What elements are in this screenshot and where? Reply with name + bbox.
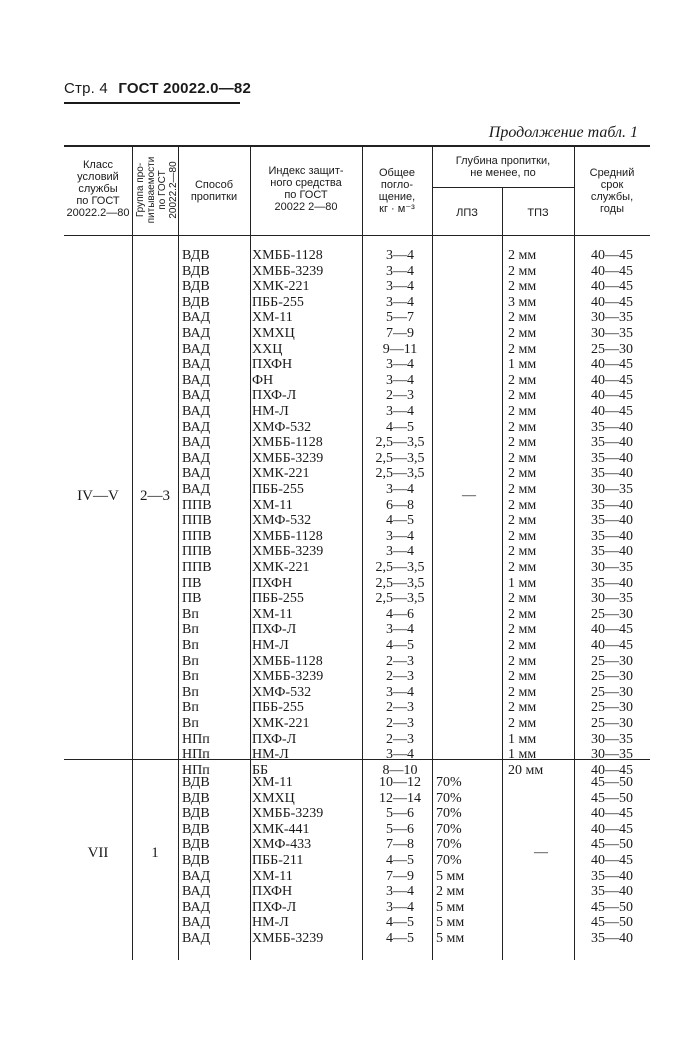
cell-service-life: 35—40 <box>591 884 633 900</box>
cell-method: Вп <box>182 622 199 638</box>
group1-permeability: 2—3 <box>140 488 170 504</box>
cell-protective-agent-index: ХМББ-1128 <box>252 653 323 669</box>
cell-protective-agent-index: ХМББ-1128 <box>252 435 323 451</box>
cell-absorption: 4—5 <box>386 931 414 946</box>
table-row <box>64 732 650 747</box>
cell-absorption: 6—8 <box>386 497 414 513</box>
table-row <box>64 884 650 899</box>
cell-method: ВАД <box>182 326 211 341</box>
table-row <box>64 576 650 591</box>
cell-method: ВДВ <box>182 248 210 263</box>
cell-method: ВАД <box>182 419 211 435</box>
cell-method: Вп <box>182 606 199 622</box>
cell-protective-agent-index: ХМББ-3239 <box>252 263 324 279</box>
cell-method: ВДВ <box>182 279 210 295</box>
cell-service-life: 40—45 <box>591 853 633 868</box>
cell-depth-lpz: 70% <box>436 790 462 806</box>
cell-method: ВДВ <box>182 821 210 837</box>
cell-method: ППВ <box>182 497 212 513</box>
cell-service-life: 30—35 <box>591 560 633 575</box>
table-row <box>64 915 650 930</box>
cell-protective-agent-index: ХМ-11 <box>252 497 293 513</box>
cell-protective-agent-index: ПХФН <box>252 575 293 591</box>
cell-protective-agent-index: ХМФ-532 <box>252 419 312 435</box>
cell-service-life: 25—30 <box>591 669 633 685</box>
table-row <box>64 931 650 946</box>
cell-absorption: 3—4 <box>386 482 414 497</box>
cell-absorption: 2—3 <box>386 731 414 747</box>
cell-service-life: 40—45 <box>591 638 633 653</box>
table-row <box>64 388 650 403</box>
cell-service-life: 40—45 <box>591 762 633 778</box>
cell-absorption: 2,5—3,5 <box>375 466 425 482</box>
table-row <box>64 775 650 790</box>
cell-protective-agent-index: ХМББ-3239 <box>252 806 324 822</box>
cell-absorption: 2—3 <box>386 388 414 404</box>
group2-permeability: 1 <box>151 845 159 861</box>
cell-protective-agent-index: ПББ-255 <box>252 482 304 497</box>
cell-method: ВДВ <box>182 263 210 279</box>
cell-method: НПп <box>182 747 210 763</box>
page-header <box>64 80 251 97</box>
cell-depth-tpz: 1 мм <box>508 575 537 591</box>
depth-subheader-border <box>432 187 574 188</box>
cell-depth-tpz: 2 мм <box>508 435 537 451</box>
cell-service-life: 25—30 <box>591 606 633 622</box>
cell-depth-tpz: 2 мм <box>508 248 537 263</box>
cell-method: ПВ <box>182 575 202 591</box>
cell-absorption: 2—3 <box>386 700 414 716</box>
cell-method: ППВ <box>182 560 212 575</box>
cell-protective-agent-index: ХМХЦ <box>252 790 295 806</box>
page-number: Стр. 4 <box>64 80 108 97</box>
cell-depth-tpz: 2 мм <box>508 372 537 388</box>
table-row <box>64 420 650 435</box>
table-row <box>64 326 650 341</box>
cell-absorption: 2,5—3,5 <box>375 435 425 451</box>
cell-method: ВДВ <box>182 294 210 310</box>
cell-depth-tpz: 2 мм <box>508 684 537 700</box>
cell-absorption: 5—6 <box>386 806 414 822</box>
cell-absorption: 2,5—3,5 <box>375 450 425 466</box>
cell-method: Вп <box>182 716 199 731</box>
cell-service-life: 35—40 <box>591 513 633 529</box>
table-row <box>64 638 650 653</box>
header-index: Индекс защит- ного средства по ГОСТ 20022 2—80 <box>268 165 344 213</box>
cell-method: ВАД <box>182 357 211 373</box>
cell-method: ВАД <box>182 482 211 497</box>
header-service-life: Средний срок службы, годы <box>589 167 635 215</box>
group2-class: VII <box>87 845 109 861</box>
table-continuation-caption: Продолжение табл. 1 <box>488 124 638 141</box>
cell-method: ВАД <box>182 915 211 931</box>
table-row <box>64 747 650 762</box>
cell-depth-tpz: 2 мм <box>508 513 537 529</box>
header-group-cell <box>132 145 182 235</box>
header-group: Группа про- питываемости по ГОСТ 20022.2—80 <box>135 156 179 224</box>
cell-protective-agent-index: ПХФ-Л <box>252 622 297 638</box>
cell-protective-agent-index: ХМББ-3239 <box>252 669 324 685</box>
cell-service-life: 30—35 <box>591 747 633 763</box>
table-row <box>64 669 650 684</box>
header-bottom-border <box>64 235 650 236</box>
cell-protective-agent-index: НМ-Л <box>252 747 289 763</box>
cell-depth-tpz: 2 мм <box>508 466 537 482</box>
cell-method: ВДВ <box>182 806 210 822</box>
cell-depth-lpz: 70% <box>436 806 462 822</box>
cell-absorption: 7—9 <box>386 326 414 341</box>
table-row <box>64 248 650 263</box>
cell-depth-tpz: 2 мм <box>508 700 537 716</box>
header-rule <box>64 102 240 104</box>
cell-protective-agent-index: ХМ-11 <box>252 310 293 326</box>
table-row <box>64 295 650 310</box>
cell-protective-agent-index: ХМББ-3239 <box>252 544 324 560</box>
cell-protective-agent-index: ПББ-255 <box>252 294 304 310</box>
header-absorption: Общее погло- щение, кг · м⁻³ <box>378 167 416 215</box>
cell-depth-tpz: 2 мм <box>508 341 537 357</box>
cell-depth-tpz: 2 мм <box>508 544 537 560</box>
cell-absorption: 2—3 <box>386 653 414 669</box>
table-row <box>64 822 650 837</box>
table-row <box>64 529 650 544</box>
table-row <box>64 279 650 294</box>
cell-service-life: 40—45 <box>591 404 633 419</box>
cell-protective-agent-index: ХМ-11 <box>252 606 293 622</box>
cell-method: Вп <box>182 684 199 700</box>
cell-absorption: 7—8 <box>386 837 414 853</box>
cell-absorption: 3—4 <box>386 294 414 310</box>
cell-absorption: 3—4 <box>386 747 414 763</box>
cell-method: ВАД <box>182 341 211 357</box>
cell-service-life: 45—50 <box>591 837 633 853</box>
table-row <box>64 791 650 806</box>
table-row <box>64 357 650 372</box>
header-method: Способ пропитки <box>190 179 238 203</box>
cell-method: ВАД <box>182 310 211 326</box>
cell-absorption: 10—12 <box>379 775 421 790</box>
cell-service-life: 40—45 <box>591 294 633 310</box>
cell-protective-agent-index: НМ-Л <box>252 404 289 419</box>
table-row <box>64 869 650 884</box>
cell-service-life: 35—40 <box>591 435 633 451</box>
cell-absorption: 3—4 <box>386 684 414 700</box>
table-row <box>64 654 650 669</box>
table-row <box>64 544 650 559</box>
header-lpz: ЛПЗ <box>456 207 478 219</box>
cell-depth-tpz: 1 мм <box>508 357 537 373</box>
table-row <box>64 607 650 622</box>
cell-protective-agent-index: ХМК-221 <box>252 279 310 295</box>
table-row <box>64 435 650 450</box>
cell-depth-tpz: 2 мм <box>508 497 537 513</box>
cell-depth-tpz: 1 мм <box>508 731 537 747</box>
header-tpz: ТПЗ <box>527 207 549 219</box>
cell-depth-tpz: 2 мм <box>508 716 537 731</box>
cell-method: ПВ <box>182 591 202 607</box>
table-row <box>64 451 650 466</box>
cell-depth-lpz: 70% <box>436 775 462 790</box>
cell-service-life: 30—35 <box>591 326 633 341</box>
cell-depth-tpz: 2 мм <box>508 326 537 341</box>
table-row <box>64 700 650 715</box>
cell-depth-tpz: 2 мм <box>508 622 537 638</box>
cell-method: ВДВ <box>182 790 210 806</box>
table-row <box>64 622 650 637</box>
cell-service-life: 35—40 <box>591 544 633 560</box>
cell-service-life: 30—35 <box>591 731 633 747</box>
cell-absorption: 5—7 <box>386 310 414 326</box>
cell-absorption: 4—5 <box>386 853 414 868</box>
table-row <box>64 513 650 528</box>
cell-absorption: 4—6 <box>386 606 414 622</box>
cell-protective-agent-index: ПББ-255 <box>252 700 304 716</box>
cell-method: ВАД <box>182 931 211 946</box>
cell-service-life: 40—45 <box>591 388 633 404</box>
cell-service-life: 40—45 <box>591 821 633 837</box>
cell-depth-lpz: 70% <box>436 853 462 868</box>
table-row <box>64 482 650 497</box>
cell-service-life: 35—40 <box>591 575 633 591</box>
cell-protective-agent-index: ФН <box>252 372 274 388</box>
cell-depth-tpz: 20 мм <box>508 762 544 778</box>
cell-method: ВАД <box>182 388 211 404</box>
cell-depth-tpz: 2 мм <box>508 638 537 653</box>
cell-protective-agent-index: ХМФ-532 <box>252 684 312 700</box>
cell-service-life: 25—30 <box>591 716 633 731</box>
cell-absorption: 3—4 <box>386 544 414 560</box>
cell-method: НПп <box>182 762 210 778</box>
cell-protective-agent-index: ХМК-441 <box>252 821 310 837</box>
cell-service-life: 40—45 <box>591 372 633 388</box>
cell-service-life: 30—35 <box>591 482 633 497</box>
cell-protective-agent-index: ПББ-211 <box>252 853 304 868</box>
cell-depth-tpz: 2 мм <box>508 606 537 622</box>
cell-absorption: 3—4 <box>386 263 414 279</box>
cell-absorption: 2—3 <box>386 669 414 685</box>
cell-protective-agent-index: ХМК-221 <box>252 466 310 482</box>
cell-service-life: 30—35 <box>591 310 633 326</box>
cell-service-life: 35—40 <box>591 466 633 482</box>
table-row <box>64 900 650 915</box>
cell-absorption: 5—6 <box>386 821 414 837</box>
cell-absorption: 7—9 <box>386 868 414 884</box>
cell-depth-tpz: 2 мм <box>508 263 537 279</box>
cell-protective-agent-index: ХМФ-532 <box>252 513 312 529</box>
cell-protective-agent-index: ПХФ-Л <box>252 899 297 915</box>
cell-protective-agent-index: ХМББ-3239 <box>252 931 324 946</box>
cell-method: Вп <box>182 638 199 653</box>
cell-service-life: 25—30 <box>591 341 633 357</box>
cell-depth-tpz: 2 мм <box>508 450 537 466</box>
cell-protective-agent-index: ПХФ-Л <box>252 731 297 747</box>
cell-protective-agent-index: ХМББ-1128 <box>252 248 323 263</box>
cell-service-life: 45—50 <box>591 775 633 790</box>
cell-protective-agent-index: ББ <box>252 762 269 778</box>
table-row <box>64 310 650 325</box>
cell-depth-tpz: 2 мм <box>508 279 537 295</box>
cell-absorption: 3—4 <box>386 622 414 638</box>
cell-depth-lpz: 5 мм <box>436 931 465 946</box>
cell-service-life: 25—30 <box>591 700 633 716</box>
cell-protective-agent-index: ХМББ-3239 <box>252 450 324 466</box>
cell-service-life: 25—30 <box>591 684 633 700</box>
cell-depth-tpz: 2 мм <box>508 419 537 435</box>
cell-absorption: 2,5—3,5 <box>375 591 425 607</box>
cell-method: ППВ <box>182 513 212 529</box>
cell-service-life: 35—40 <box>591 931 633 946</box>
cell-service-life: 35—40 <box>591 497 633 513</box>
cell-service-life: 30—35 <box>591 591 633 607</box>
cell-depth-lpz: 5 мм <box>436 915 465 931</box>
table-row <box>64 404 650 419</box>
cell-method: ВДВ <box>182 853 210 868</box>
cell-absorption: 12—14 <box>379 790 421 806</box>
cell-depth-tpz: 2 мм <box>508 482 537 497</box>
cell-service-life: 35—40 <box>591 450 633 466</box>
cell-method: ВАД <box>182 884 211 900</box>
cell-absorption: 4—5 <box>386 638 414 653</box>
cell-method: ВАД <box>182 466 211 482</box>
cell-protective-agent-index: ХМК-221 <box>252 560 310 575</box>
cell-method: Вп <box>182 700 199 716</box>
group2-tpz-dash: — <box>534 845 548 860</box>
cell-service-life: 40—45 <box>591 248 633 263</box>
cell-protective-agent-index: НМ-Л <box>252 638 289 653</box>
cell-depth-lpz: 5 мм <box>436 899 465 915</box>
cell-method: ВАД <box>182 899 211 915</box>
cell-method: ВАД <box>182 404 211 419</box>
cell-depth-tpz: 2 мм <box>508 528 537 544</box>
cell-method: Вп <box>182 669 199 685</box>
cell-absorption: 3—4 <box>386 372 414 388</box>
cell-absorption: 3—4 <box>386 248 414 263</box>
impregnation-table <box>64 145 650 960</box>
table-row <box>64 498 650 513</box>
table-row <box>64 806 650 821</box>
cell-protective-agent-index: ПХФН <box>252 884 293 900</box>
cell-depth-tpz: 2 мм <box>508 591 537 607</box>
cell-absorption: 2,5—3,5 <box>375 575 425 591</box>
cell-method: ВАД <box>182 435 211 451</box>
table-row <box>64 264 650 279</box>
cell-protective-agent-index: ПХФ-Л <box>252 388 297 404</box>
cell-absorption: 3—4 <box>386 279 414 295</box>
group1-lpz-dash: — <box>462 488 476 503</box>
cell-service-life: 45—50 <box>591 899 633 915</box>
cell-depth-lpz: 70% <box>436 821 462 837</box>
cell-depth-lpz: 2 мм <box>436 884 465 900</box>
cell-absorption: 4—5 <box>386 513 414 529</box>
cell-depth-tpz: 1 мм <box>508 747 537 763</box>
cell-absorption: 8—10 <box>382 762 418 778</box>
cell-method: ВАД <box>182 868 211 884</box>
cell-absorption: 2—3 <box>386 716 414 731</box>
cell-method: ВАД <box>182 372 211 388</box>
cell-protective-agent-index: ПББ-255 <box>252 591 304 607</box>
cell-protective-agent-index: ХМ-11 <box>252 775 293 790</box>
cell-protective-agent-index: ХХЦ <box>252 341 283 357</box>
cell-depth-tpz: 2 мм <box>508 560 537 575</box>
cell-protective-agent-index: ХМФ-433 <box>252 837 312 853</box>
cell-service-life: 40—45 <box>591 622 633 638</box>
cell-protective-agent-index: ХМ-11 <box>252 868 293 884</box>
table-row <box>64 716 650 731</box>
cell-method: ВДВ <box>182 775 210 790</box>
cell-method: Вп <box>182 653 199 669</box>
cell-service-life: 45—50 <box>591 915 633 931</box>
cell-method: ППВ <box>182 544 212 560</box>
cell-protective-agent-index: ХМББ-1128 <box>252 528 323 544</box>
cell-depth-tpz: 3 мм <box>508 294 537 310</box>
table-row <box>64 373 650 388</box>
cell-protective-agent-index: ПХФН <box>252 357 293 373</box>
cell-absorption: 3—4 <box>386 884 414 900</box>
cell-method: ВДВ <box>182 837 210 853</box>
cell-service-life: 35—40 <box>591 868 633 884</box>
table-row <box>64 591 650 606</box>
cell-absorption: 9—11 <box>382 341 418 357</box>
cell-service-life: 40—45 <box>591 806 633 822</box>
cell-absorption: 3—4 <box>386 404 414 419</box>
cell-absorption: 3—4 <box>386 357 414 373</box>
table-row <box>64 837 650 852</box>
cell-service-life: 40—45 <box>591 263 633 279</box>
cell-service-life: 35—40 <box>591 419 633 435</box>
cell-method: ППВ <box>182 528 212 544</box>
header-class: Класс условий службы по ГОСТ 20022.2—80 <box>66 159 130 219</box>
cell-depth-lpz: 5 мм <box>436 868 465 884</box>
cell-service-life: 40—45 <box>591 279 633 295</box>
standard-number: ГОСТ 20022.0—82 <box>118 80 251 97</box>
table-row <box>64 560 650 575</box>
cell-depth-lpz: 70% <box>436 837 462 853</box>
table-row <box>64 466 650 481</box>
table-row <box>64 853 650 868</box>
header-depth: Глубина пропитки, не менее, по <box>455 155 551 179</box>
cell-protective-agent-index: ХМХЦ <box>252 326 295 341</box>
table-row <box>64 685 650 700</box>
cell-service-life: 40—45 <box>591 357 633 373</box>
cell-absorption: 2,5—3,5 <box>375 560 425 575</box>
cell-protective-agent-index: НМ-Л <box>252 915 289 931</box>
cell-depth-tpz: 2 мм <box>508 388 537 404</box>
cell-service-life: 45—50 <box>591 790 633 806</box>
cell-depth-tpz: 2 мм <box>508 669 537 685</box>
cell-depth-tpz: 2 мм <box>508 653 537 669</box>
cell-service-life: 35—40 <box>591 528 633 544</box>
cell-depth-tpz: 2 мм <box>508 404 537 419</box>
cell-absorption: 3—4 <box>386 899 414 915</box>
cell-depth-tpz: 2 мм <box>508 310 537 326</box>
cell-method: ВАД <box>182 450 211 466</box>
cell-absorption: 4—5 <box>386 419 414 435</box>
table-row <box>64 342 650 357</box>
cell-absorption: 4—5 <box>386 915 414 931</box>
cell-method: НПп <box>182 731 210 747</box>
cell-absorption: 3—4 <box>386 528 414 544</box>
cell-service-life: 25—30 <box>591 653 633 669</box>
group1-class: IV—V <box>77 488 119 504</box>
cell-protective-agent-index: ХМК-221 <box>252 716 310 731</box>
